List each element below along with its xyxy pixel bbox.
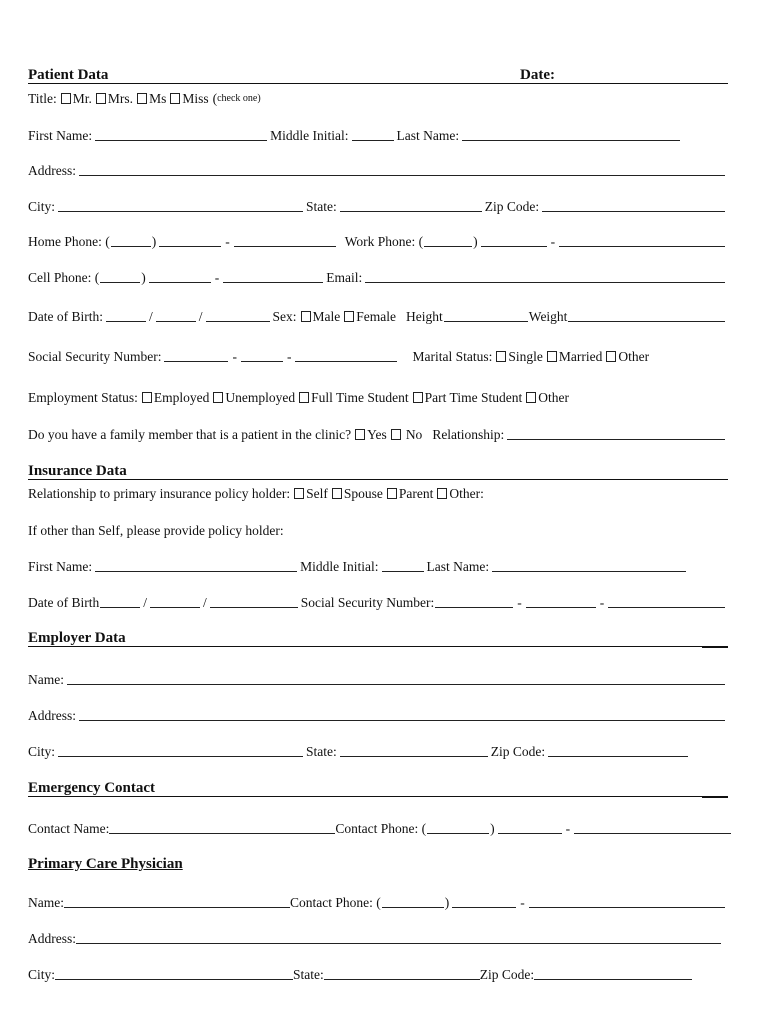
- middle-initial-field[interactable]: [352, 128, 394, 141]
- employer-name-label: Name:: [28, 672, 64, 687]
- last-name-field[interactable]: [462, 128, 680, 141]
- cell-phone-label: Cell Phone: (: [28, 270, 100, 285]
- policy-self-checkbox[interactable]: [294, 488, 304, 499]
- dash: -: [214, 270, 220, 285]
- employment-employed-checkbox[interactable]: [142, 392, 152, 403]
- policy-self-label: Self: [306, 486, 328, 501]
- physician-phone-prefix-field[interactable]: [452, 895, 516, 908]
- dob-year-field[interactable]: [206, 309, 270, 322]
- employment-unemployed-checkbox[interactable]: [213, 392, 223, 403]
- marital-married-label: Married: [558, 349, 603, 364]
- home-phone-prefix-field[interactable]: [159, 234, 221, 247]
- title-ms-checkbox[interactable]: [137, 93, 147, 104]
- policy-parent-label: Parent: [398, 486, 434, 501]
- cell-phone-area-field[interactable]: [100, 270, 140, 283]
- physician-state-label: State:: [293, 967, 324, 982]
- emergency-contact-header: [28, 780, 728, 797]
- work-phone-area-field[interactable]: [424, 234, 472, 247]
- employer-city-field[interactable]: [58, 744, 303, 757]
- insurance-data-header: [28, 463, 728, 480]
- work-phone-prefix-field[interactable]: [481, 234, 547, 247]
- emergency-phone-line-field[interactable]: [574, 821, 731, 834]
- physician-phone-line-field[interactable]: [529, 895, 725, 908]
- marital-status-label: Marital Status:: [412, 349, 493, 364]
- sex-male-checkbox[interactable]: [301, 311, 311, 322]
- sex-male-label: Male: [312, 309, 341, 324]
- relationship-label: Relationship:: [432, 427, 505, 442]
- policy-spouse-label: Spouse: [343, 486, 383, 501]
- emergency-contact-name-label: Contact Name:: [28, 821, 110, 836]
- employer-address-field[interactable]: [79, 708, 725, 721]
- physician-name-row: [28, 892, 728, 910]
- check-one-paren: (: [212, 91, 218, 106]
- family-no-checkbox[interactable]: [391, 429, 401, 440]
- ssn-part1-field[interactable]: [164, 349, 228, 362]
- emergency-contact-phone-label: Contact Phone: (: [335, 821, 427, 836]
- marital-married-checkbox[interactable]: [547, 351, 557, 362]
- insurance-data-heading: Insurance Data: [28, 463, 127, 479]
- sex-label: Sex:: [272, 309, 297, 324]
- employer-zip-field[interactable]: [548, 744, 688, 757]
- family-yes-checkbox[interactable]: [355, 429, 365, 440]
- policy-parent-checkbox[interactable]: [387, 488, 397, 499]
- employer-city-row: [28, 741, 728, 759]
- holder-ssn-label: Social Security Number:: [300, 595, 435, 610]
- state-label: State:: [306, 199, 337, 214]
- relationship-field[interactable]: [507, 427, 725, 440]
- marital-other-checkbox[interactable]: [606, 351, 616, 362]
- dash: -: [517, 595, 522, 610]
- ssn-label: Social Security Number:: [28, 349, 162, 364]
- work-phone-label: Work Phone: (: [344, 234, 424, 249]
- holder-last-name-field[interactable]: [492, 559, 686, 572]
- physician-zip-field[interactable]: [534, 967, 692, 980]
- patient-data-header: [28, 67, 728, 84]
- weight-field[interactable]: [568, 309, 725, 322]
- address-label: Address:: [28, 163, 76, 178]
- holder-ssn-part1-field[interactable]: [435, 595, 513, 608]
- title-miss-checkbox[interactable]: [170, 93, 180, 104]
- physician-city-label: City:: [28, 967, 56, 982]
- home-phone-label: Home Phone: (: [28, 234, 110, 249]
- emergency-contact-heading: Emergency Contact: [28, 780, 156, 796]
- weight-label: Weight: [528, 309, 568, 324]
- physician-city-field[interactable]: [55, 967, 293, 980]
- employer-address-row: [28, 705, 728, 723]
- slash: /: [203, 595, 207, 610]
- close-paren: ): [473, 234, 478, 249]
- last-name-label: Last Name:: [396, 128, 460, 143]
- physician-address-label: Address:: [28, 931, 76, 946]
- employment-parttime-label: Part Time Student: [424, 390, 523, 405]
- cell-phone-line-field[interactable]: [223, 270, 323, 283]
- employer-state-label: State:: [306, 744, 337, 759]
- zip-label: Zip Code:: [484, 199, 540, 214]
- first-name-label: First Name:: [28, 128, 93, 143]
- policy-other-label: Other:: [449, 486, 484, 501]
- header-tail-rule: [702, 647, 728, 648]
- cell-email-row: [28, 267, 728, 285]
- dash: -: [225, 234, 230, 249]
- dash: -: [599, 595, 605, 610]
- employer-state-field[interactable]: [340, 744, 488, 757]
- policy-relationship-row: [28, 483, 728, 501]
- employment-employed-label: Employed: [153, 390, 210, 405]
- physician-name-field[interactable]: [64, 895, 290, 908]
- employment-parttime-checkbox[interactable]: [413, 392, 423, 403]
- policy-other-checkbox[interactable]: [437, 488, 447, 499]
- date-label: Date:: [520, 67, 555, 83]
- city-field[interactable]: [58, 199, 303, 212]
- sex-female-checkbox[interactable]: [344, 311, 354, 322]
- title-mrs-label: Mrs.: [107, 91, 134, 106]
- employer-zip-label: Zip Code:: [490, 744, 546, 759]
- close-paren: ): [141, 270, 146, 285]
- employment-unemployed-label: Unemployed: [225, 390, 296, 405]
- family-yes-label: Yes: [367, 427, 387, 442]
- dash: -: [232, 349, 237, 364]
- employer-data-heading: Employer Data: [28, 630, 126, 646]
- holder-dob-month-field[interactable]: [100, 595, 140, 608]
- address-row: [28, 160, 728, 178]
- dash: -: [550, 234, 556, 249]
- marital-single-label: Single: [508, 349, 543, 364]
- close-paren: ): [490, 821, 495, 836]
- dash: -: [520, 895, 525, 910]
- physician-heading: Primary Care Physician: [28, 856, 183, 872]
- height-field[interactable]: [444, 309, 528, 322]
- home-phone-line-field[interactable]: [234, 234, 336, 247]
- marital-single-checkbox[interactable]: [496, 351, 506, 362]
- ssn-part3-field[interactable]: [295, 349, 397, 362]
- employer-name-row: [28, 669, 728, 687]
- marital-other-label: Other: [618, 349, 650, 364]
- phone-row: [28, 231, 728, 249]
- first-name-field[interactable]: [95, 128, 267, 141]
- policy-relationship-question: Relationship to primary insurance policy holder:: [28, 486, 291, 501]
- emergency-contact-name-field[interactable]: [109, 821, 335, 834]
- physician-zip-label: Zip Code:: [479, 967, 535, 982]
- patient-data-heading: Patient Data: [28, 67, 109, 83]
- dob-day-field[interactable]: [156, 309, 196, 322]
- family-no-label: No: [405, 427, 423, 442]
- middle-initial-label: Middle Initial:: [270, 128, 349, 143]
- family-question: Do you have a family member that is a patient in the clinic?: [28, 427, 352, 442]
- holder-middle-initial-field[interactable]: [382, 559, 424, 572]
- state-field[interactable]: [340, 199, 482, 212]
- slash: /: [198, 309, 203, 324]
- title-miss-label: Miss: [182, 91, 209, 106]
- close-paren: ): [151, 234, 157, 249]
- physician-header: [28, 856, 728, 872]
- emergency-contact-row: [28, 818, 734, 836]
- employer-name-field[interactable]: [67, 672, 725, 685]
- emergency-phone-area-field[interactable]: [427, 821, 489, 834]
- slash: /: [143, 595, 147, 610]
- title-ms-label: Ms: [149, 91, 167, 106]
- dash: -: [565, 821, 571, 836]
- employer-address-label: Address:: [28, 708, 76, 723]
- home-phone-area-field[interactable]: [111, 234, 151, 247]
- physician-contact-phone-label: Contact Phone: (: [290, 895, 381, 910]
- cell-phone-prefix-field[interactable]: [149, 270, 211, 283]
- city-label: City:: [28, 199, 56, 214]
- physician-name-label: Name:: [28, 895, 64, 910]
- dob-sex-row: [28, 306, 728, 324]
- physician-phone-area-field[interactable]: [382, 895, 444, 908]
- physician-state-field[interactable]: [324, 967, 480, 980]
- title-label: Title:: [28, 91, 57, 106]
- title-row: [28, 88, 728, 106]
- employer-data-header: [28, 630, 728, 647]
- zip-field[interactable]: [542, 199, 725, 212]
- city-row: [28, 196, 728, 214]
- physician-address-field[interactable]: [76, 931, 721, 944]
- family-row: [28, 424, 728, 442]
- holder-first-name-label: First Name:: [28, 559, 93, 574]
- dob-month-field[interactable]: [106, 309, 146, 322]
- sex-female-label: Female: [356, 309, 397, 324]
- physician-address-row: [28, 928, 724, 946]
- holder-first-name-field[interactable]: [95, 559, 297, 572]
- email-label: Email:: [326, 270, 363, 285]
- employment-other-label: Other: [538, 390, 569, 405]
- holder-name-row: [28, 556, 728, 574]
- address-field[interactable]: [79, 163, 725, 176]
- dash: -: [286, 349, 292, 364]
- email-field[interactable]: [365, 270, 725, 283]
- check-one-note: check one): [217, 93, 261, 104]
- title-mr-checkbox[interactable]: [61, 93, 71, 104]
- employment-fulltime-checkbox[interactable]: [299, 392, 309, 403]
- employment-fulltime-label: Full Time Student: [311, 390, 409, 405]
- work-phone-line-field[interactable]: [559, 234, 725, 247]
- other-than-self-note: If other than Self, please provide policy holder:: [28, 523, 284, 538]
- ssn-part2-field[interactable]: [241, 349, 283, 362]
- holder-middle-initial-label: Middle Initial:: [300, 559, 379, 574]
- slash: /: [148, 309, 153, 324]
- employment-other-checkbox[interactable]: [526, 392, 536, 403]
- name-row: [28, 125, 728, 143]
- dob-label: Date of Birth:: [28, 309, 103, 324]
- employment-row: [28, 387, 728, 405]
- holder-dob-row: [28, 592, 728, 610]
- header-tail-rule: [702, 797, 728, 798]
- close-paren: ): [444, 895, 450, 910]
- employer-city-label: City:: [28, 744, 56, 759]
- employment-status-label: Employment Status:: [28, 390, 138, 405]
- title-mrs-checkbox[interactable]: [96, 93, 106, 104]
- title-mr-label: Mr.: [72, 91, 92, 106]
- other-note-row: [28, 520, 728, 538]
- height-label: Height: [406, 309, 443, 324]
- holder-ssn-part3-field[interactable]: [608, 595, 725, 608]
- holder-dob-day-field[interactable]: [150, 595, 200, 608]
- holder-dob-year-field[interactable]: [210, 595, 298, 608]
- holder-ssn-part2-field[interactable]: [526, 595, 596, 608]
- emergency-phone-prefix-field[interactable]: [498, 821, 562, 834]
- physician-city-row: [28, 964, 728, 982]
- holder-dob-label: Date of Birth: [28, 595, 100, 610]
- holder-last-name-label: Last Name:: [426, 559, 490, 574]
- policy-spouse-checkbox[interactable]: [332, 488, 342, 499]
- ssn-marital-row: [28, 346, 728, 364]
